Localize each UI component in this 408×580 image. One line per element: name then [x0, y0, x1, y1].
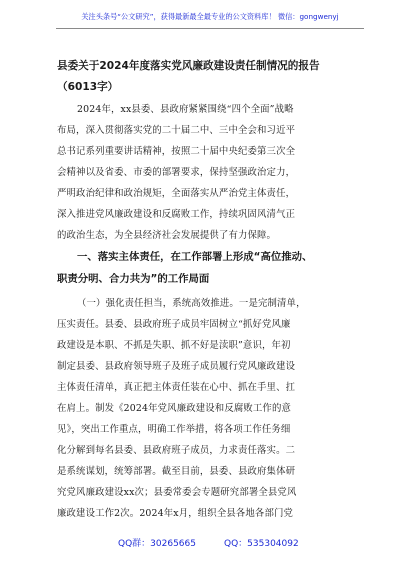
paragraph-line: 严明政治纪律和政治规矩，全面落实从严治党主体责任， [57, 188, 296, 199]
header-banner: 关注头条号“公文研究”，获得最新最全最专业的公文资料库！ 微信：gongwenyj [81, 12, 339, 21]
paragraph-line: 会精神以及省委、市委的部署要求，保持坚强政治定力， [57, 167, 296, 178]
paragraph-line: 2024年，xx县委、县政府紧紧围绕“四个全面”战略 [77, 104, 294, 115]
intro-paragraph [57, 99, 357, 246]
paragraph-line: 政建设是本职、不抓是失职、抓不好是渎职”意识，年初 [57, 340, 291, 351]
heading-line: 一、落实主体责任，在工作部署上形成“高位推动、 [77, 251, 313, 263]
paragraph-line: 见》，突出工作重点，明确工作举措，将各项工作任务细 [57, 424, 291, 435]
paragraph-line: （一）强化责任担当，系统高效推进。一是完制清单， [77, 298, 306, 309]
footer-contact [0, 536, 408, 552]
paragraph-line: 制定县委、县政府领导班子及班子成员履行党风廉政建设 [57, 361, 296, 372]
paragraph-line: 布局，深入贯彻落实党的二十届二中、三中全会和习近平 [57, 125, 296, 136]
title-line: 县委关于2024年度落实党风廉政建设责任制情况的报告 [57, 60, 320, 72]
paragraph-line: 是系统谋划，统筹部署。截至目前，县委、县政府集体研 [57, 466, 296, 477]
paragraph-line: 廉政建设工作2次。2024年x月，组织全县各地各部门党 [57, 508, 294, 519]
paragraph-line: 主体责任清单，真正把主体责任装在心中、抓在手里、扛 [57, 382, 296, 393]
qq-number: QQ：535304092 [224, 539, 299, 549]
section-paragraph [57, 293, 357, 524]
header-divider [56, 28, 364, 29]
document-title [57, 56, 357, 98]
section-heading [57, 246, 357, 290]
paragraph-line: 压实责任。县委、县政府班子成员牢固树立“抓好党风廉 [57, 319, 291, 330]
paragraph-line: 的政治生态，为全县经济社会发展提供了有力保障。 [57, 230, 277, 241]
paragraph-line: 究党风廉政建设xx次；县委常委会专题研究部署全县党风 [57, 487, 297, 498]
title-word-count: （6013字） [57, 81, 119, 93]
paragraph-line: 总书记系列重要讲话精神，按照二十届中央纪委第三次全 [57, 146, 296, 157]
qq-group-number: QQ群：30265665 [118, 539, 196, 549]
heading-line: 职责分明、合力共为”的工作局面 [57, 273, 210, 285]
paragraph-line: 化分解到每名县委、县政府班子成员，力求责任落实。二 [57, 445, 296, 456]
paragraph-line: 深入推进党风廉政建设和反腐败工作，持续巩固风清气正 [57, 209, 296, 220]
paragraph-line: 在肩上。制发《2024年党风廉政建设和反腐败工作的意 [57, 403, 292, 414]
